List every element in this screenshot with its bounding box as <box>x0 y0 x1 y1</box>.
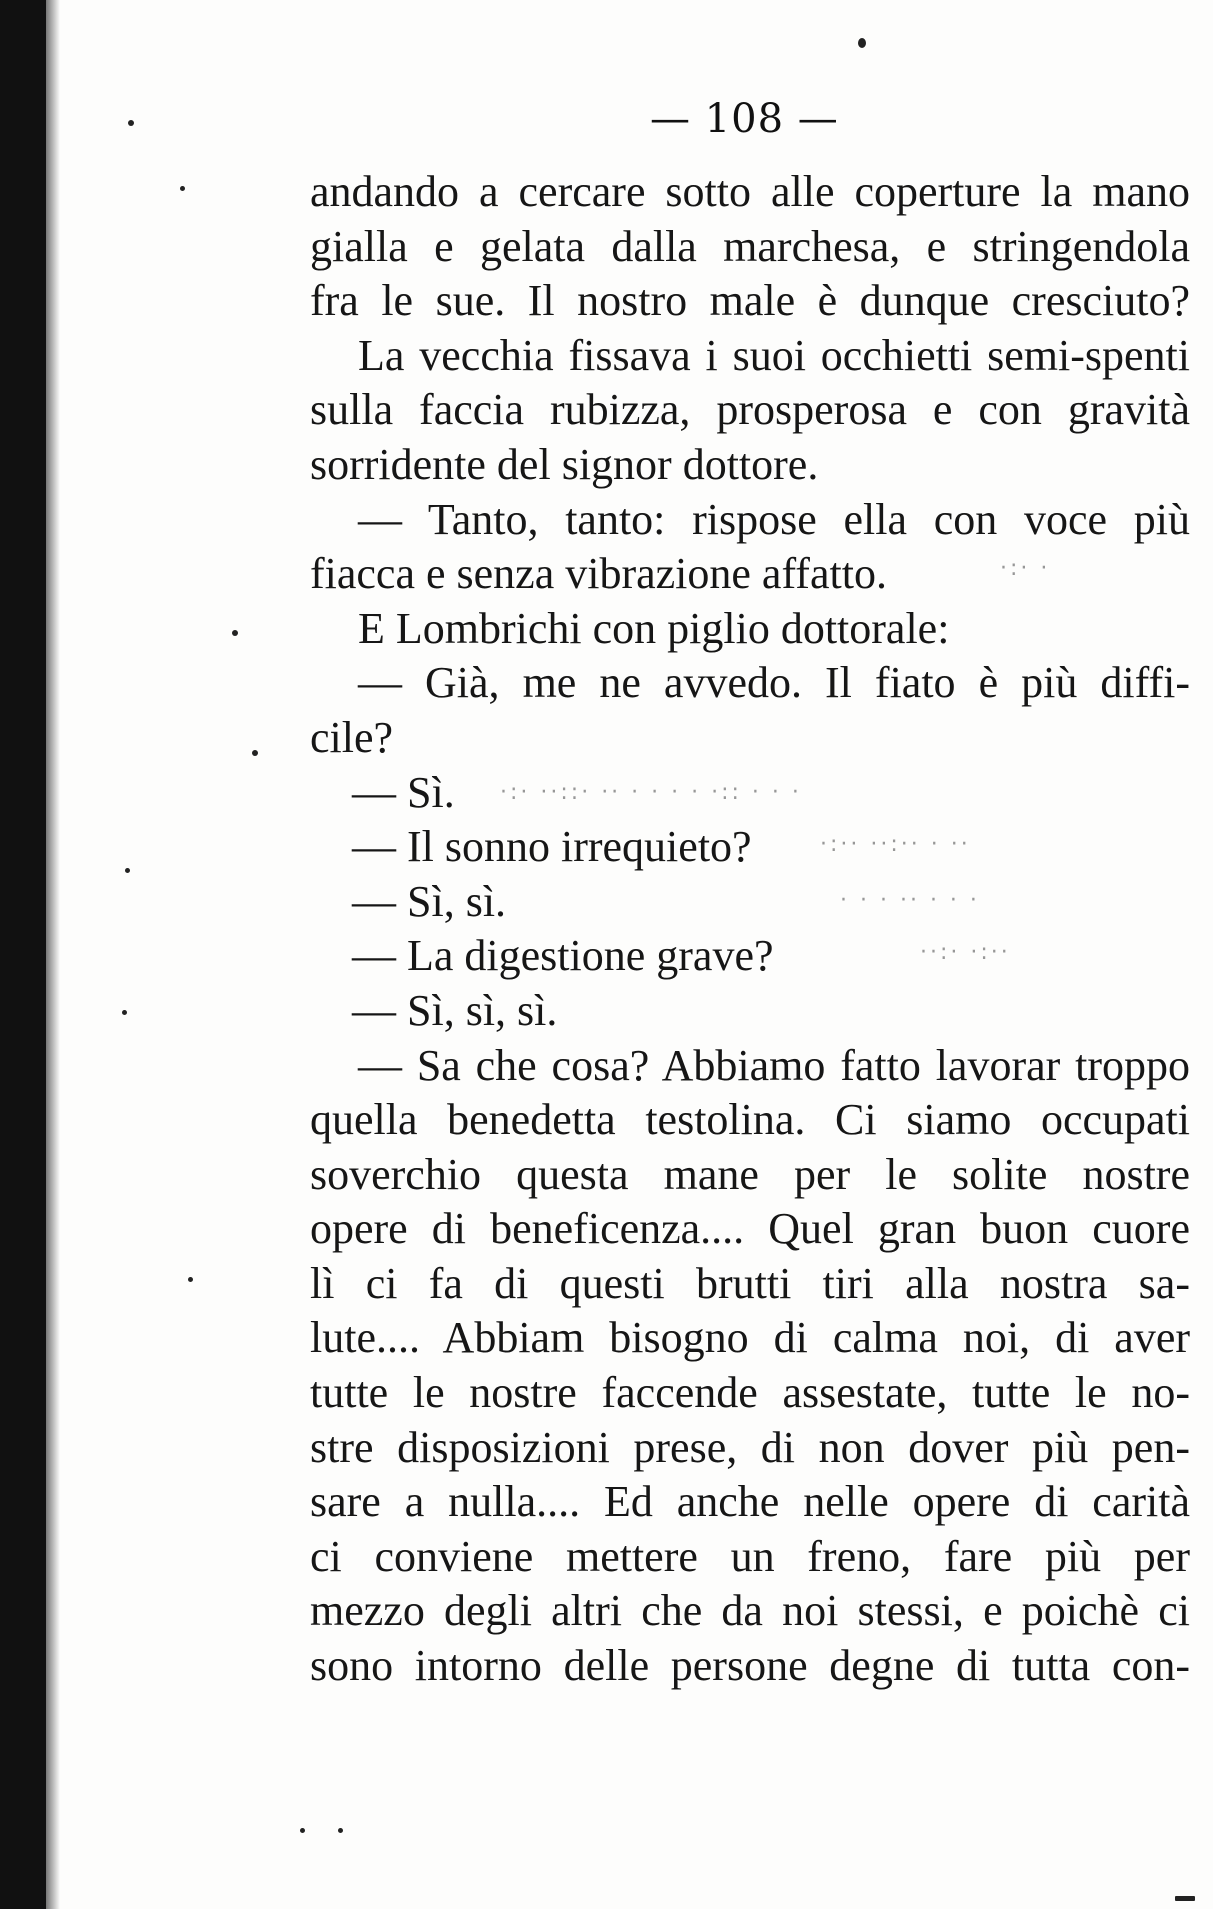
binding-shadow <box>46 0 60 1909</box>
text-line: — Sì. <box>352 767 455 817</box>
text-line: E Lombrichi con piglio dottorale: <box>358 603 950 653</box>
scan-speck <box>252 750 258 756</box>
scan-smudge: ·:· · <box>1000 556 1051 576</box>
scan-speck <box>232 630 238 636</box>
scan-speck <box>300 1828 305 1833</box>
text-line: soverchio questa mane per le solite nostre <box>310 1149 1190 1199</box>
scan-smudge: · · · ·· · · · <box>840 888 980 908</box>
text-line: — Tanto, tanto: rispose ella con voce più <box>358 494 1190 544</box>
text-line: La vecchia fissava i suoi occhietti semi-spenti <box>358 330 1190 380</box>
scan-speck <box>338 1828 343 1833</box>
scan-speck <box>122 1010 127 1015</box>
text-line: — Il sonno irrequieto? <box>352 822 752 872</box>
text-line: quella benedetta testolina. Ci siamo occupati <box>310 1095 1190 1145</box>
text-line: — Già, me ne avvedo. Il fiato è più diffi- <box>358 658 1190 708</box>
text-line: — Sa che cosa? Abbiamo fatto lavorar troppo <box>358 1040 1190 1090</box>
body-text <box>310 165 1190 1694</box>
text-line: lì ci fa di questi brutti tiri alla nostra sa- <box>310 1258 1190 1308</box>
text-line: fra le sue. Il nostro male è dunque cresciuto? <box>310 276 1190 326</box>
text-line: lute.... Abbiam bisogno di calma noi, di aver <box>310 1313 1190 1363</box>
scan-speck <box>858 38 866 48</box>
text-line: stre disposizioni prese, di non dover più pen- <box>310 1422 1190 1472</box>
text-line: mezzo degli altri che da noi stessi, e poichè ci <box>310 1586 1190 1636</box>
page-number: — 108 — <box>650 96 839 142</box>
binding-edge <box>0 0 46 1909</box>
text-line: tutte le nostre faccende assestate, tutte le no- <box>310 1368 1190 1418</box>
scan-speck <box>125 868 130 873</box>
scan-smudge: ·:·· ··:·· · ·· <box>820 832 971 852</box>
text-line: sono intorno delle persone degne di tutta con- <box>310 1641 1190 1691</box>
text-line: andando a cercare sotto alle coperture la mano <box>310 167 1190 216</box>
text-line: opere di beneficenza.... Quel gran buon cuore <box>310 1204 1190 1254</box>
text-line: — La digestione grave? <box>352 931 774 981</box>
text-line: — Sì, sì, sì. <box>352 985 558 1035</box>
text-line: sorridente del signor dottore. <box>310 439 819 489</box>
text-line: gialla e gelata dalla marchesa, e stringendola <box>310 221 1190 271</box>
text-line: sare a nulla.... Ed anche nelle opere di carità <box>310 1477 1190 1527</box>
text-line: sulla faccia rubizza, prosperosa e con gravità <box>310 385 1190 435</box>
scan-speck <box>1175 1896 1195 1901</box>
scan-speck <box>180 186 185 191</box>
text-line: cile? <box>310 712 394 762</box>
text-line: ci conviene mettere un freno, fare più per <box>310 1531 1190 1581</box>
scan-speck <box>188 1277 193 1282</box>
text-line: — Sì, sì. <box>352 876 507 926</box>
text-line: fiacca e senza vibrazione affatto. <box>310 549 887 599</box>
scan-smudge: ·:· ··::· ·· · · · · ·:: · · · <box>500 780 802 800</box>
scan-speck <box>128 120 134 126</box>
scan-smudge: ··:· ·:·· <box>920 940 1011 960</box>
